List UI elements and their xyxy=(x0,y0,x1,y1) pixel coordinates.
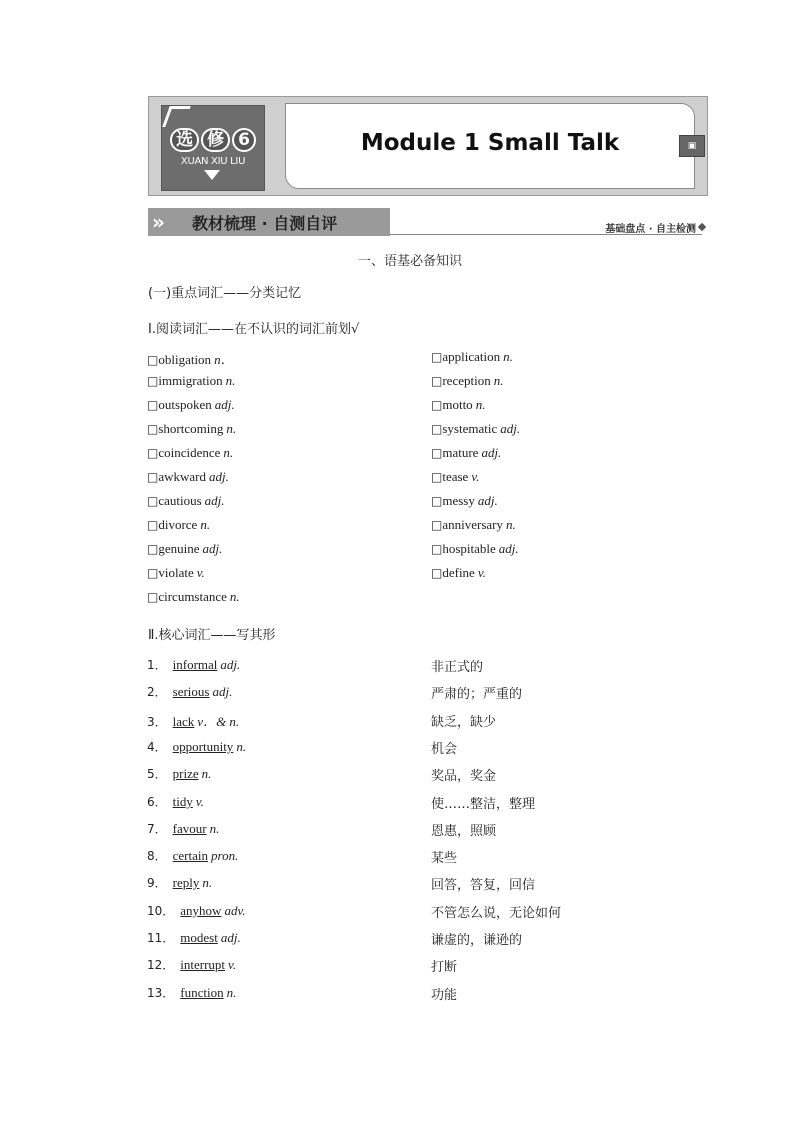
core-vocab-item xyxy=(147,929,241,946)
vocab-word: tease xyxy=(442,469,469,484)
diamond-icon xyxy=(698,223,706,231)
vocab-word: define xyxy=(442,565,475,580)
checkbox-icon[interactable]: □ xyxy=(431,374,443,388)
book-icon[interactable]: ▣ xyxy=(679,135,705,157)
checkbox-icon[interactable]: □ xyxy=(147,353,159,367)
part-of-speech: n. xyxy=(475,397,486,412)
vocab-word: messy xyxy=(442,493,475,508)
vocab-word: obligation xyxy=(158,352,212,367)
section-heading: 一、语基必备知识 xyxy=(357,254,462,269)
vocab-item-left xyxy=(147,397,235,413)
part-of-speech: v. xyxy=(471,469,480,484)
vocab-item-left xyxy=(147,541,222,557)
item-number: 6． xyxy=(147,795,167,809)
part-of-speech: n. xyxy=(505,517,516,532)
word-meaning: 回答，答复，回信 xyxy=(431,878,536,893)
core-word: anyhow xyxy=(180,903,222,918)
badge-char: 选 xyxy=(170,128,199,152)
core-vocab-item xyxy=(147,874,212,891)
badge-corner-decoration xyxy=(162,106,191,127)
vocab-item-right xyxy=(431,565,486,581)
checkbox-icon[interactable]: □ xyxy=(431,398,443,412)
vocab-item-left xyxy=(147,445,233,461)
part-of-speech: n. xyxy=(226,985,237,1000)
vocab-item-left xyxy=(147,493,225,509)
core-vocab-item xyxy=(147,902,246,919)
part-of-speech: n. xyxy=(229,589,240,604)
checkbox-icon[interactable]: □ xyxy=(431,446,443,460)
word-meaning: 缺乏，缺少 xyxy=(431,715,497,730)
core-word: function xyxy=(180,985,224,1000)
part-of-speech: adj. xyxy=(209,469,229,484)
triangle-down-icon xyxy=(204,170,220,180)
part-of-speech: n． xyxy=(214,352,234,367)
checkbox-icon[interactable]: □ xyxy=(431,350,443,364)
core-word: opportunity xyxy=(172,739,234,754)
core-word: tidy xyxy=(172,794,193,809)
vocab-word: circumstance xyxy=(158,589,227,604)
core-vocab-item xyxy=(147,793,204,810)
checkbox-icon[interactable]: □ xyxy=(147,590,159,604)
core-vocab-item xyxy=(147,683,232,700)
item-number: 9． xyxy=(147,876,167,890)
part-of-speech: n. xyxy=(223,445,234,460)
word-meaning: 不管怎么说，无论如何 xyxy=(431,906,562,921)
word-meaning: 严肃的；严重的 xyxy=(431,687,523,702)
part-of-speech: n. xyxy=(200,517,211,532)
vocab-item-left xyxy=(147,421,236,437)
badge-char: 修 xyxy=(201,128,230,152)
item-number: 1． xyxy=(147,658,167,672)
vocab-word: coincidence xyxy=(158,445,221,460)
item-number: 8． xyxy=(147,849,167,863)
part-of-speech: n. xyxy=(236,739,247,754)
vocab-word: reception xyxy=(442,373,491,388)
word-meaning: 恩惠，照顾 xyxy=(431,824,497,839)
vocab-item-right xyxy=(431,517,516,533)
part-of-speech: n. xyxy=(209,821,220,836)
item-number: 10． xyxy=(147,904,175,918)
part-of-speech: adj. xyxy=(481,445,502,460)
vocab-item-right xyxy=(431,349,513,365)
part-of-speech: n. xyxy=(493,373,504,388)
core-word: favour xyxy=(172,821,207,836)
vocab-item-right xyxy=(431,541,519,557)
checkbox-icon[interactable]: □ xyxy=(431,518,443,532)
core-word: certain xyxy=(172,848,209,863)
word-meaning: 使……整洁，整理 xyxy=(431,797,536,812)
checkbox-icon[interactable]: □ xyxy=(147,542,159,556)
part-of-speech: v. xyxy=(477,565,486,580)
part-of-speech: adj. xyxy=(204,493,225,508)
core-vocab-item xyxy=(147,820,219,837)
checkbox-icon[interactable]: □ xyxy=(431,494,443,508)
part-of-speech: adj. xyxy=(477,493,498,508)
vocab-item-left xyxy=(147,565,205,581)
part-of-speech: adj. xyxy=(220,930,241,945)
item-number: 3． xyxy=(147,715,167,729)
part-of-speech: n. xyxy=(503,349,513,364)
checkbox-icon[interactable]: □ xyxy=(147,398,159,412)
item-number: 2． xyxy=(147,685,167,699)
core-vocab-item xyxy=(147,738,246,755)
vocab-item-right xyxy=(431,397,485,413)
double-chevron-icon: » xyxy=(152,210,165,234)
part-of-speech: n. xyxy=(225,373,236,388)
core-vocab-item xyxy=(147,711,239,730)
vocab-item-left xyxy=(147,517,210,533)
section-tab xyxy=(148,208,390,236)
module-title-box xyxy=(285,103,695,189)
vocab-word: systematic xyxy=(442,421,498,436)
word-meaning: 某些 xyxy=(431,851,458,866)
checkbox-icon[interactable]: □ xyxy=(147,374,159,388)
core-vocab-item xyxy=(147,656,240,673)
vocab-word: violate xyxy=(158,565,194,580)
part-of-speech: adj. xyxy=(500,421,521,436)
vocab-word: anniversary xyxy=(442,517,503,532)
part-of-speech: pron. xyxy=(211,848,239,863)
vocab-item-right xyxy=(431,469,479,485)
part-of-speech: n. xyxy=(226,421,237,436)
vocab-word: divorce xyxy=(158,517,198,532)
subheading: (一)重点词汇——分类记忆 xyxy=(148,286,302,301)
checkbox-icon[interactable]: □ xyxy=(147,518,159,532)
part-of-speech: adj. xyxy=(220,657,241,672)
vocab-word: cautious xyxy=(158,493,202,508)
vocab-item-right xyxy=(431,493,498,509)
core-vocab-item xyxy=(147,847,238,864)
item-number: 11． xyxy=(147,931,175,945)
core-word: interrupt xyxy=(180,957,226,972)
part-of-speech: adj. xyxy=(202,541,223,556)
item-number: 4． xyxy=(147,740,167,754)
vocab-word: awkward xyxy=(158,469,206,484)
item-number: 12． xyxy=(147,958,175,972)
vocab-item-right xyxy=(431,445,501,461)
vocab-item-left xyxy=(147,589,240,605)
core-word: serious xyxy=(172,684,210,699)
vocab-word: shortcoming xyxy=(158,421,224,436)
word-meaning: 功能 xyxy=(431,988,458,1003)
checkbox-icon[interactable]: □ xyxy=(431,542,443,556)
word-meaning: 打断 xyxy=(431,960,458,975)
vocab-word: application xyxy=(442,349,501,364)
core-vocab-item xyxy=(147,765,211,782)
part-of-speech: v. xyxy=(196,565,205,580)
badge-pinyin: XUAN XIU LIU xyxy=(180,156,246,167)
vocab-word: genuine xyxy=(158,541,200,556)
word-meaning: 机会 xyxy=(431,742,458,757)
checkbox-icon[interactable]: □ xyxy=(147,422,159,436)
vocab-item-left xyxy=(147,373,235,389)
vocab-word: outspoken xyxy=(158,397,212,412)
word-meaning: 非正式的 xyxy=(431,660,484,675)
word-meaning: 谦虚的，谦逊的 xyxy=(431,933,523,948)
part2-title: Ⅱ.核心词汇——写其形 xyxy=(148,628,276,643)
part1-title: Ⅰ.阅读词汇——在不认识的词汇前划√ xyxy=(148,322,360,337)
vocab-word: immigration xyxy=(158,373,223,388)
part-of-speech: adj. xyxy=(214,397,235,412)
word-meaning: 奖品，奖金 xyxy=(431,769,497,784)
checkbox-icon[interactable]: □ xyxy=(431,422,443,436)
vocab-item-right xyxy=(431,373,503,389)
section-tab-label: 教材梳理 · 自测自评 xyxy=(192,214,338,233)
part-of-speech: v. xyxy=(195,794,204,809)
checkbox-icon[interactable]: □ xyxy=(147,566,159,580)
core-word: prize xyxy=(172,766,199,781)
badge-char: 6 xyxy=(232,128,256,152)
part-of-speech: n. xyxy=(201,766,212,781)
vocab-word: hospitable xyxy=(442,541,496,556)
core-vocab-item xyxy=(147,956,236,973)
item-number: 13． xyxy=(147,986,175,1000)
core-word: modest xyxy=(180,930,218,945)
item-number: 7． xyxy=(147,822,167,836)
core-word: reply xyxy=(172,875,200,890)
elective-badge xyxy=(161,105,265,191)
vocab-word: motto xyxy=(442,397,473,412)
checkbox-icon[interactable]: □ xyxy=(147,470,159,484)
part-of-speech: v．& n. xyxy=(197,714,240,729)
checkbox-icon[interactable]: □ xyxy=(431,566,443,580)
core-vocab-item xyxy=(147,984,236,1001)
checkbox-icon[interactable]: □ xyxy=(147,494,159,508)
badge-title xyxy=(162,128,264,152)
vocab-item-right xyxy=(431,421,520,437)
vocab-word: mature xyxy=(442,445,479,460)
section-right-label: 基础盘点 · 自主检测 xyxy=(605,224,696,235)
core-word: informal xyxy=(172,657,218,672)
page-title: Module 1 Small Talk xyxy=(360,130,620,156)
part-of-speech: adj. xyxy=(498,541,519,556)
part-of-speech: adv. xyxy=(224,903,246,918)
part-of-speech: v. xyxy=(228,957,237,972)
checkbox-icon[interactable]: □ xyxy=(147,446,159,460)
item-number: 5． xyxy=(147,767,167,781)
core-word: lack xyxy=(172,714,195,729)
part-of-speech: n. xyxy=(202,875,213,890)
module-banner xyxy=(148,96,708,196)
vocab-item-left xyxy=(147,349,234,368)
part-of-speech: adj. xyxy=(212,684,233,699)
vocab-item-left xyxy=(147,469,229,485)
checkbox-icon[interactable]: □ xyxy=(431,470,443,484)
